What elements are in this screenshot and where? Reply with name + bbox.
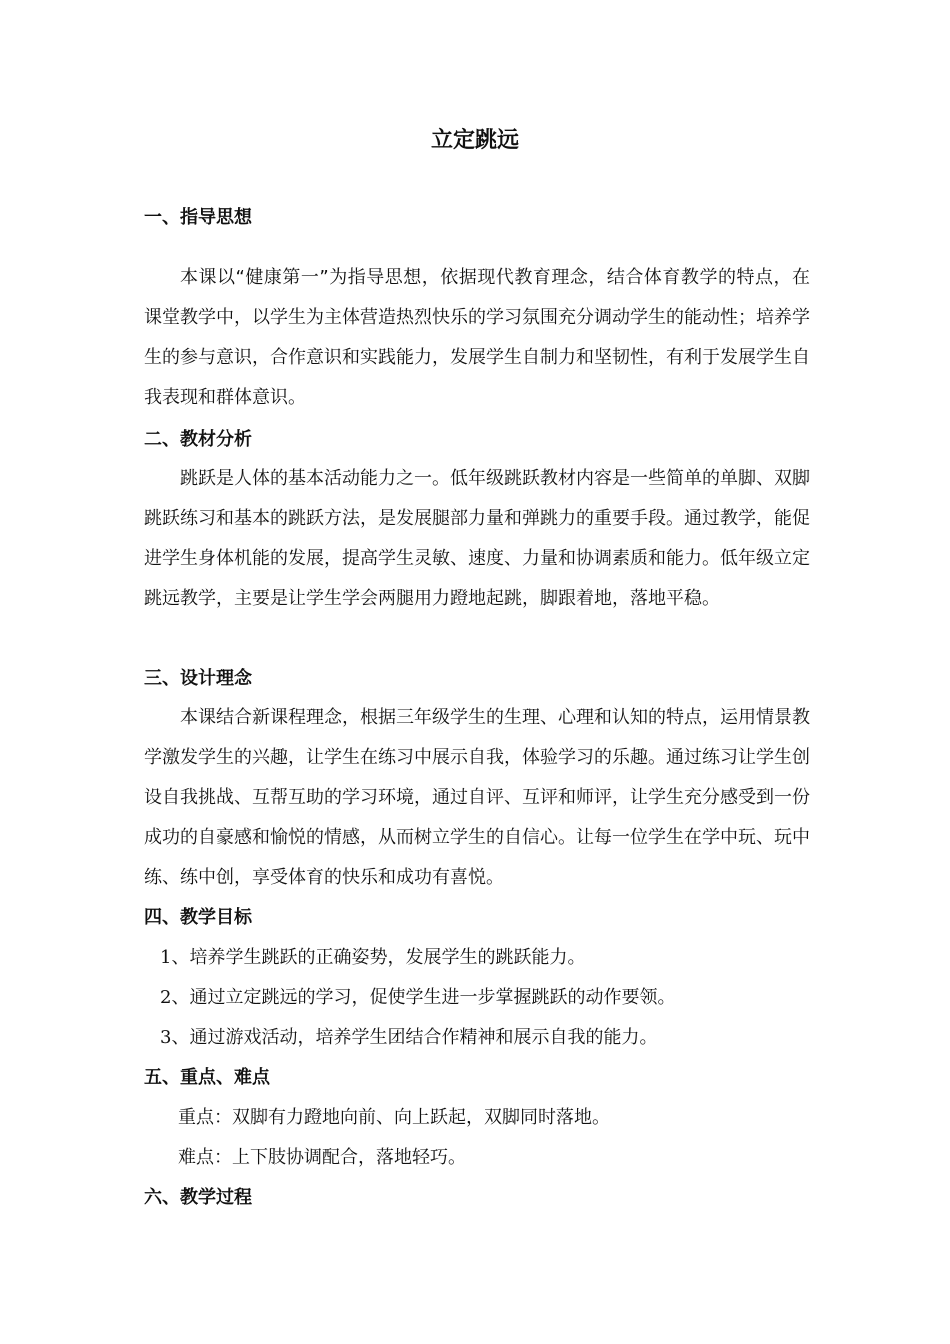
- document-title: 立定跳远: [430, 128, 519, 153]
- goal-item: [160, 945, 585, 971]
- section-heading-key-points: 五、重点、难点: [144, 1067, 270, 1088]
- goal-number: 2: [160, 987, 172, 1008]
- paragraph-design-concept: 本课结合新课程理念，根据三年级学生的生理、心理和认知的特点，运用情景教学激发学生的兴趣，让学生在练习中展示自我，体验学习的乐趣。通过练习让学生创设自我挑战、互帮互助的学习环境，通过自评、互评和师评，让学生充分感受到一份成功的自豪感和愉悦的情感，从而树立学生的自信心。让每一位学生在学中玩、玩中练、练中创，享受体育的快乐和成功有喜悦。: [144, 707, 810, 888]
- section-heading-teaching-goals: 四、教学目标: [144, 907, 252, 928]
- difficult-point-line: 难点：上下肢协调配合，落地轻巧。: [178, 1147, 466, 1168]
- paragraph-guiding-thought: 本课以“健康第一”为指导思想，依据现代教育理念，结合体育教学的特点，在课堂教学中，以学生为主体营造热烈快乐的学习氛围充分调动学生的能动性；培养学生的参与意识，合作意识和实践能力，发展学生自制力和坚韧性，有利于发展学生自我表现和群体意识。: [144, 267, 810, 408]
- goal-item: [160, 1025, 657, 1051]
- goal-item: [160, 985, 675, 1011]
- goal-text: 、培养学生跳跃的正确姿势，发展学生的跳跃能力。: [171, 947, 586, 968]
- section-heading-material-analysis: 二、教材分析: [144, 429, 252, 450]
- section-heading-teaching-process: 六、教学过程: [144, 1187, 252, 1208]
- goal-text: 、通过游戏活动，培养学生团结合作精神和展示自我的能力。: [171, 1027, 658, 1048]
- section-heading-guiding-thought: 一、指导思想: [144, 207, 252, 228]
- section-heading-design-concept: 三、设计理念: [144, 668, 252, 689]
- goal-number: 3: [160, 1027, 172, 1048]
- paragraph-material-analysis: 跳跃是人体的基本活动能力之一。低年级跳跃教材内容是一些简单的单脚、双脚跳跃练习和基本的跳跃方法，是发展腿部力量和弹跳力的重要手段。通过教学，能促进学生身体机能的发展，提高学生灵敏、速度、力量和协调素质和能力。低年级立定跳远教学，主要是让学生学会两腿用力蹬地起跳，脚跟着地，落地平稳。: [144, 468, 810, 609]
- goal-number: 1: [160, 947, 172, 968]
- key-point-line: 重点：双脚有力蹬地向前、向上跃起，双脚同时落地。: [178, 1107, 610, 1128]
- goal-text: 、通过立定跳远的学习，促使学生进一步掌握跳跃的动作要领。: [171, 987, 676, 1008]
